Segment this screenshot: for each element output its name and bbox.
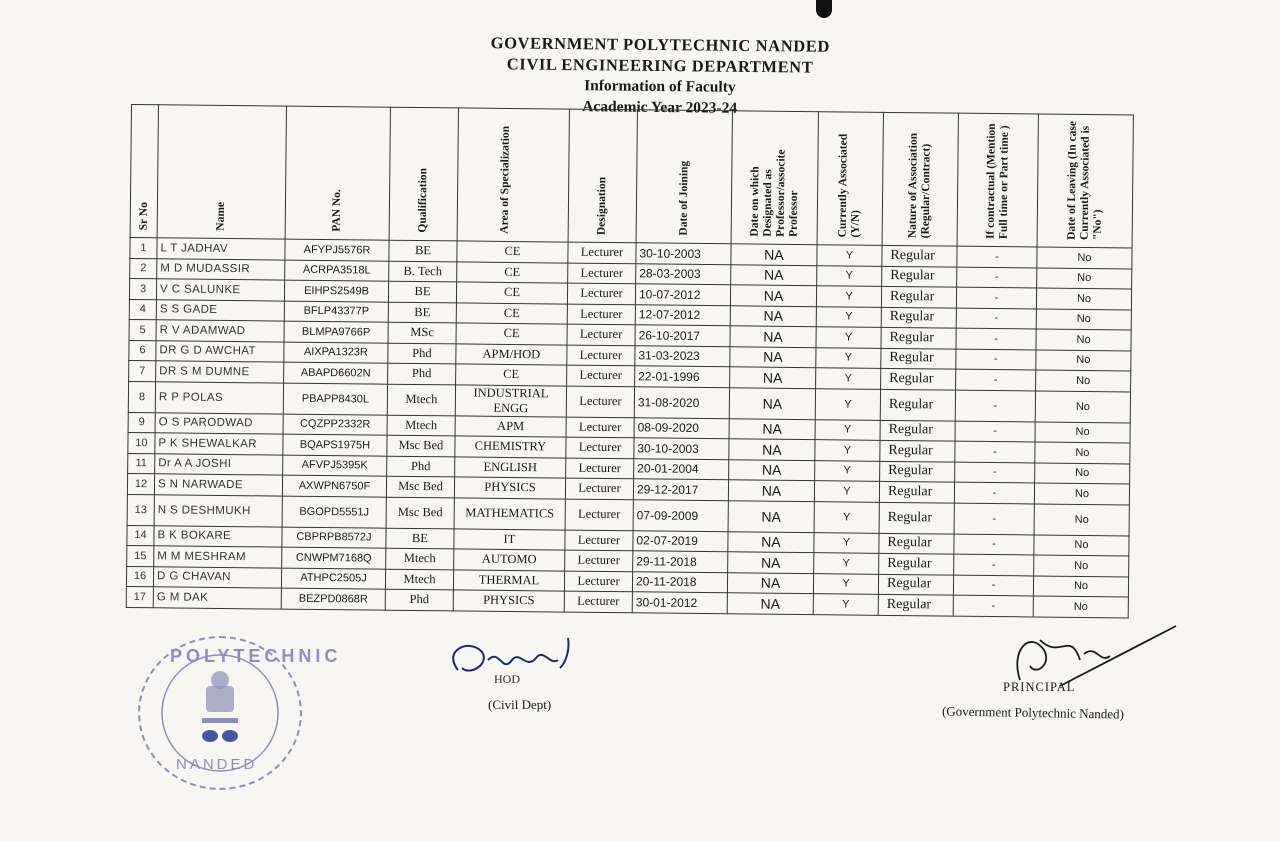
row-professor-date: NA bbox=[729, 439, 815, 460]
row-contractual: - bbox=[954, 503, 1034, 535]
row-contractual: - bbox=[956, 287, 1036, 308]
row-name: B K BOKARE bbox=[154, 525, 282, 547]
row-qualification: Phd bbox=[388, 343, 456, 364]
row-qualification: Msc Bed bbox=[387, 435, 455, 456]
col-header-associated: Currently Associated (Y/N) bbox=[817, 112, 883, 246]
row-specialization: CE bbox=[457, 241, 568, 263]
row-pan: ABAPD6602N bbox=[284, 362, 388, 384]
row-designation: Lecturer bbox=[566, 386, 634, 418]
row-contractual: - bbox=[955, 441, 1035, 462]
row-professor-date: NA bbox=[727, 593, 813, 614]
row-associated: Y bbox=[815, 440, 880, 461]
row-specialization: APM bbox=[455, 415, 566, 437]
row-designation: Lecturer bbox=[566, 458, 634, 479]
institute-title: GOVERNMENT POLYTECHNIC NANDED bbox=[490, 33, 831, 56]
row-leaving: No bbox=[1036, 288, 1131, 309]
col-header-contractual: If contractual (Mention Full time or Part time ) bbox=[957, 113, 1038, 247]
row-associated: Y bbox=[814, 481, 879, 502]
row-joining-date: 31-08-2020 bbox=[634, 386, 729, 418]
row-specialization: MATHEMATICS bbox=[454, 497, 565, 529]
faculty-table-wrap bbox=[126, 104, 1133, 618]
col-header-specialization: Area of Specialization bbox=[457, 108, 569, 242]
row-pan: BQAPS1975H bbox=[283, 434, 387, 456]
row-specialization: CE bbox=[456, 302, 567, 324]
row-sr: 9 bbox=[128, 412, 155, 433]
row-name: N S DESHMUKH bbox=[154, 494, 282, 526]
col-header-designation: Designation bbox=[568, 109, 637, 243]
row-associated: Y bbox=[814, 501, 879, 533]
row-qualification: Phd bbox=[388, 363, 456, 384]
row-nature: Regular bbox=[880, 389, 955, 421]
principal-label: PRINCIPAL bbox=[1003, 680, 1076, 694]
row-associated: Y bbox=[816, 286, 881, 307]
row-nature: Regular bbox=[881, 286, 956, 307]
row-nature: Regular bbox=[878, 574, 953, 595]
row-designation: Lecturer bbox=[564, 571, 632, 592]
col-header-qualification: Qualification bbox=[389, 107, 458, 241]
row-leaving: No bbox=[1036, 349, 1131, 370]
row-pan: BEZPD0868R bbox=[281, 588, 385, 610]
col-header-sr: Sr No bbox=[130, 105, 158, 238]
row-specialization: CHEMISTRY bbox=[455, 436, 566, 458]
row-sr: 13 bbox=[127, 494, 154, 525]
row-qualification: MSc bbox=[388, 322, 456, 343]
academic-year: Academic Year 2023-24 bbox=[582, 98, 738, 117]
row-contractual: - bbox=[957, 267, 1037, 288]
row-nature: Regular bbox=[881, 327, 956, 348]
row-designation: Lecturer bbox=[567, 324, 635, 345]
row-specialization: IT bbox=[454, 528, 565, 550]
row-contractual: - bbox=[956, 349, 1036, 370]
row-leaving: No bbox=[1035, 421, 1130, 442]
row-joining-date: 20-01-2004 bbox=[634, 458, 729, 479]
row-associated: Y bbox=[816, 327, 881, 348]
row-qualification: BE bbox=[389, 240, 457, 261]
row-joining-date: 30-10-2003 bbox=[636, 243, 731, 264]
row-qualification: BE bbox=[388, 281, 456, 302]
row-sr: 17 bbox=[126, 586, 153, 607]
row-nature: Regular bbox=[881, 368, 956, 389]
row-contractual: - bbox=[956, 308, 1036, 329]
row-sr: 10 bbox=[128, 432, 155, 453]
row-name: Dr A A JOSHI bbox=[155, 453, 283, 475]
row-name: R P POLAS bbox=[155, 381, 283, 413]
row-nature: Regular bbox=[879, 481, 954, 502]
row-name: D G CHAVAN bbox=[153, 566, 281, 588]
row-pan: AFVPJ5395K bbox=[283, 455, 387, 477]
principal-organization: (Government Polytechnic Nanded) bbox=[941, 703, 1125, 722]
row-sr: 2 bbox=[130, 258, 157, 279]
document-title: Information of Faculty bbox=[584, 77, 736, 96]
col-header-joining: Date of Joining bbox=[636, 110, 732, 244]
row-sr: 7 bbox=[129, 360, 156, 381]
row-contractual: - bbox=[953, 575, 1033, 596]
row-contractual: - bbox=[957, 246, 1037, 267]
row-joining-date: 26-10-2017 bbox=[635, 325, 730, 346]
row-leaving: No bbox=[1035, 390, 1130, 422]
row-sr: 16 bbox=[126, 566, 153, 587]
faculty-table bbox=[126, 104, 1134, 618]
seal-text-top: POLYTECHNIC bbox=[170, 646, 342, 666]
row-nature: Regular bbox=[880, 420, 955, 441]
col-header-pan: PAN No. bbox=[285, 106, 390, 240]
row-professor-date: NA bbox=[729, 418, 815, 439]
row-name: M D MUDASSIR bbox=[157, 258, 285, 280]
row-specialization: ENGLISH bbox=[455, 456, 566, 478]
ink-blot bbox=[816, 0, 832, 18]
row-name: M M MESHRAM bbox=[154, 546, 282, 568]
row-professor-date: NA bbox=[731, 244, 817, 265]
row-sr: 15 bbox=[127, 545, 154, 566]
row-designation: Lecturer bbox=[564, 591, 632, 612]
row-joining-date: 08-09-2020 bbox=[634, 417, 729, 438]
row-joining-date: 12-07-2012 bbox=[635, 304, 730, 325]
row-professor-date: NA bbox=[731, 264, 817, 285]
row-associated: Y bbox=[815, 419, 880, 440]
row-joining-date: 22-01-1996 bbox=[635, 366, 730, 387]
seal-text-bottom: NANDED bbox=[176, 756, 258, 773]
row-qualification: Msc Bed bbox=[386, 497, 454, 529]
row-designation: Lecturer bbox=[566, 437, 634, 458]
row-associated: Y bbox=[817, 245, 882, 266]
row-nature: Regular bbox=[879, 502, 954, 534]
row-name: S S GADE bbox=[156, 299, 284, 321]
row-professor-date: NA bbox=[727, 572, 813, 593]
row-associated: Y bbox=[813, 573, 878, 594]
row-specialization: CE bbox=[456, 323, 567, 345]
row-designation: Lecturer bbox=[567, 304, 635, 325]
row-leaving: No bbox=[1033, 575, 1128, 596]
row-leaving: No bbox=[1034, 555, 1129, 576]
row-qualification: Mtech bbox=[386, 548, 454, 569]
row-qualification: BE bbox=[386, 528, 454, 549]
row-leaving: No bbox=[1035, 462, 1130, 483]
row-leaving: No bbox=[1036, 308, 1131, 329]
row-specialization: CE bbox=[457, 261, 568, 283]
row-sr: 14 bbox=[127, 525, 154, 546]
row-name: P K SHEWALKAR bbox=[155, 433, 283, 455]
row-pan: BGOPD5551J bbox=[282, 496, 386, 528]
row-specialization: APM/HOD bbox=[456, 343, 567, 365]
row-nature: Regular bbox=[879, 533, 954, 554]
row-name: S N NARWADE bbox=[154, 474, 282, 496]
row-pan: CNWPM7168Q bbox=[282, 547, 386, 569]
row-name: O S PARODWAD bbox=[155, 412, 283, 434]
row-pan: BFLP43377P bbox=[284, 301, 388, 323]
row-joining-date: 07-09-2009 bbox=[633, 499, 728, 531]
row-pan: BLMPA9766P bbox=[284, 321, 388, 343]
row-name: DR S M DUMNE bbox=[156, 361, 284, 383]
row-specialization: CE bbox=[456, 364, 567, 386]
row-professor-date: NA bbox=[730, 367, 816, 388]
institute-seal bbox=[138, 636, 342, 790]
row-specialization: THERMAL bbox=[453, 569, 564, 591]
row-nature: Regular bbox=[880, 461, 955, 482]
row-qualification: Msc Bed bbox=[386, 476, 454, 497]
row-professor-date: NA bbox=[730, 326, 816, 347]
row-associated: Y bbox=[814, 553, 879, 574]
row-qualification: BE bbox=[388, 302, 456, 323]
row-sr: 4 bbox=[129, 299, 156, 320]
row-nature: Regular bbox=[880, 440, 955, 461]
row-leaving: No bbox=[1034, 483, 1129, 504]
row-nature: Regular bbox=[878, 594, 953, 615]
row-sr: 3 bbox=[129, 278, 156, 299]
row-name: R V ADAMWAD bbox=[156, 320, 284, 342]
row-pan: AXWPN6750F bbox=[282, 475, 386, 497]
row-nature: Regular bbox=[882, 245, 957, 266]
row-professor-date: NA bbox=[729, 459, 815, 480]
row-nature: Regular bbox=[881, 348, 956, 369]
row-professor-date: NA bbox=[728, 552, 814, 573]
row-pan: PBAPP8430L bbox=[283, 383, 387, 415]
row-joining-date: 29-11-2018 bbox=[633, 551, 728, 572]
row-pan: ATHPC2505J bbox=[281, 568, 385, 590]
row-contractual: - bbox=[956, 328, 1036, 349]
row-pan: CQZPP2332R bbox=[283, 414, 387, 436]
row-qualification: Mtech bbox=[387, 384, 455, 416]
row-designation: Lecturer bbox=[566, 417, 634, 438]
hod-department: (Civil Dept) bbox=[488, 697, 552, 712]
row-joining-date: 31-03-2023 bbox=[635, 345, 730, 366]
row-joining-date: 10-07-2012 bbox=[635, 284, 730, 305]
row-sr: 8 bbox=[128, 381, 155, 412]
row-nature: Regular bbox=[879, 553, 954, 574]
row-designation: Lecturer bbox=[565, 478, 633, 499]
row-nature: Regular bbox=[881, 307, 956, 328]
row-designation: Lecturer bbox=[565, 530, 633, 551]
row-leaving: No bbox=[1036, 370, 1131, 391]
row-leaving: No bbox=[1037, 267, 1132, 288]
row-pan: AIXPA1323R bbox=[284, 342, 388, 364]
row-designation: Lecturer bbox=[567, 365, 635, 386]
col-header-professor-date: Date on which Designated as Professor/associte Professor bbox=[731, 111, 818, 245]
col-header-name: Name bbox=[157, 105, 286, 239]
row-joining-date: 28-03-2003 bbox=[636, 263, 731, 284]
row-associated: Y bbox=[814, 532, 879, 553]
row-contractual: - bbox=[955, 421, 1035, 442]
row-specialization: INDUSTRIAL ENGG bbox=[455, 384, 566, 416]
row-specialization: PHYSICS bbox=[453, 590, 564, 612]
row-leaving: No bbox=[1033, 596, 1128, 617]
table-header-row bbox=[130, 105, 1133, 248]
row-leaving: No bbox=[1035, 442, 1130, 463]
row-contractual: - bbox=[953, 595, 1033, 616]
row-designation: Lecturer bbox=[565, 550, 633, 571]
row-contractual: - bbox=[955, 390, 1035, 422]
row-qualification: B. Tech bbox=[389, 261, 457, 282]
row-professor-date: NA bbox=[728, 500, 814, 532]
row-sr: 5 bbox=[129, 319, 156, 340]
row-contractual: - bbox=[955, 462, 1035, 483]
row-contractual: - bbox=[954, 534, 1034, 555]
row-pan: CBPRPB8572J bbox=[282, 527, 386, 549]
row-designation: Lecturer bbox=[567, 345, 635, 366]
row-joining-date: 30-01-2012 bbox=[632, 592, 727, 613]
row-joining-date: 29-12-2017 bbox=[633, 479, 728, 500]
row-professor-date: NA bbox=[728, 531, 814, 552]
row-sr: 12 bbox=[127, 473, 154, 494]
row-name: L T JADHAV bbox=[157, 238, 285, 260]
row-joining-date: 02-07-2019 bbox=[633, 530, 728, 551]
col-header-nature: Nature of Association (Regular/Contract) bbox=[882, 112, 958, 246]
row-professor-date: NA bbox=[728, 480, 814, 501]
row-designation: Lecturer bbox=[568, 263, 636, 284]
department-title: CIVIL ENGINEERING DEPARTMENT bbox=[506, 54, 814, 77]
row-leaving: No bbox=[1036, 329, 1131, 350]
row-associated: Y bbox=[815, 388, 880, 420]
row-joining-date: 30-10-2003 bbox=[634, 438, 729, 459]
row-leaving: No bbox=[1034, 503, 1129, 535]
row-qualification: Phd bbox=[387, 456, 455, 477]
row-designation: Lecturer bbox=[565, 499, 633, 531]
row-sr: 6 bbox=[129, 340, 156, 361]
row-specialization: CE bbox=[456, 282, 567, 304]
row-name: V C SALUNKE bbox=[156, 279, 284, 301]
row-associated: Y bbox=[816, 306, 881, 327]
row-pan: EIHPS2549B bbox=[284, 280, 388, 302]
row-contractual: - bbox=[954, 554, 1034, 575]
row-qualification: Mtech bbox=[387, 415, 455, 436]
row-associated: Y bbox=[817, 265, 882, 286]
row-associated: Y bbox=[816, 347, 881, 368]
row-associated: Y bbox=[815, 460, 880, 481]
row-specialization: PHYSICS bbox=[454, 477, 565, 499]
row-contractual: - bbox=[954, 482, 1034, 503]
row-associated: Y bbox=[816, 368, 881, 389]
table-body bbox=[126, 237, 1132, 617]
row-professor-date: NA bbox=[730, 346, 816, 367]
row-pan: ACRPA3518L bbox=[285, 260, 389, 282]
row-contractual: - bbox=[956, 369, 1036, 390]
row-sr: 11 bbox=[128, 453, 155, 474]
col-header-leaving: Date of Leaving (In case Currently Associated is "No") bbox=[1037, 114, 1133, 248]
row-pan: AFYPJ5576R bbox=[285, 239, 389, 261]
row-sr: 1 bbox=[130, 237, 157, 258]
row-designation: Lecturer bbox=[567, 283, 635, 304]
row-qualification: Phd bbox=[385, 589, 453, 610]
row-associated: Y bbox=[813, 594, 878, 615]
row-name: G M DAK bbox=[153, 587, 281, 609]
row-leaving: No bbox=[1034, 534, 1129, 555]
row-name: DR G D AWCHAT bbox=[156, 340, 284, 362]
row-professor-date: NA bbox=[730, 285, 816, 306]
row-leaving: No bbox=[1037, 247, 1132, 268]
row-professor-date: NA bbox=[730, 305, 816, 326]
row-professor-date: NA bbox=[729, 387, 815, 419]
row-joining-date: 20-11-2018 bbox=[632, 571, 727, 592]
hod-label: HOD bbox=[494, 672, 520, 686]
row-nature: Regular bbox=[882, 266, 957, 287]
row-specialization: AUTOMO bbox=[454, 549, 565, 571]
row-qualification: Mtech bbox=[385, 569, 453, 590]
row-designation: Lecturer bbox=[568, 242, 636, 263]
